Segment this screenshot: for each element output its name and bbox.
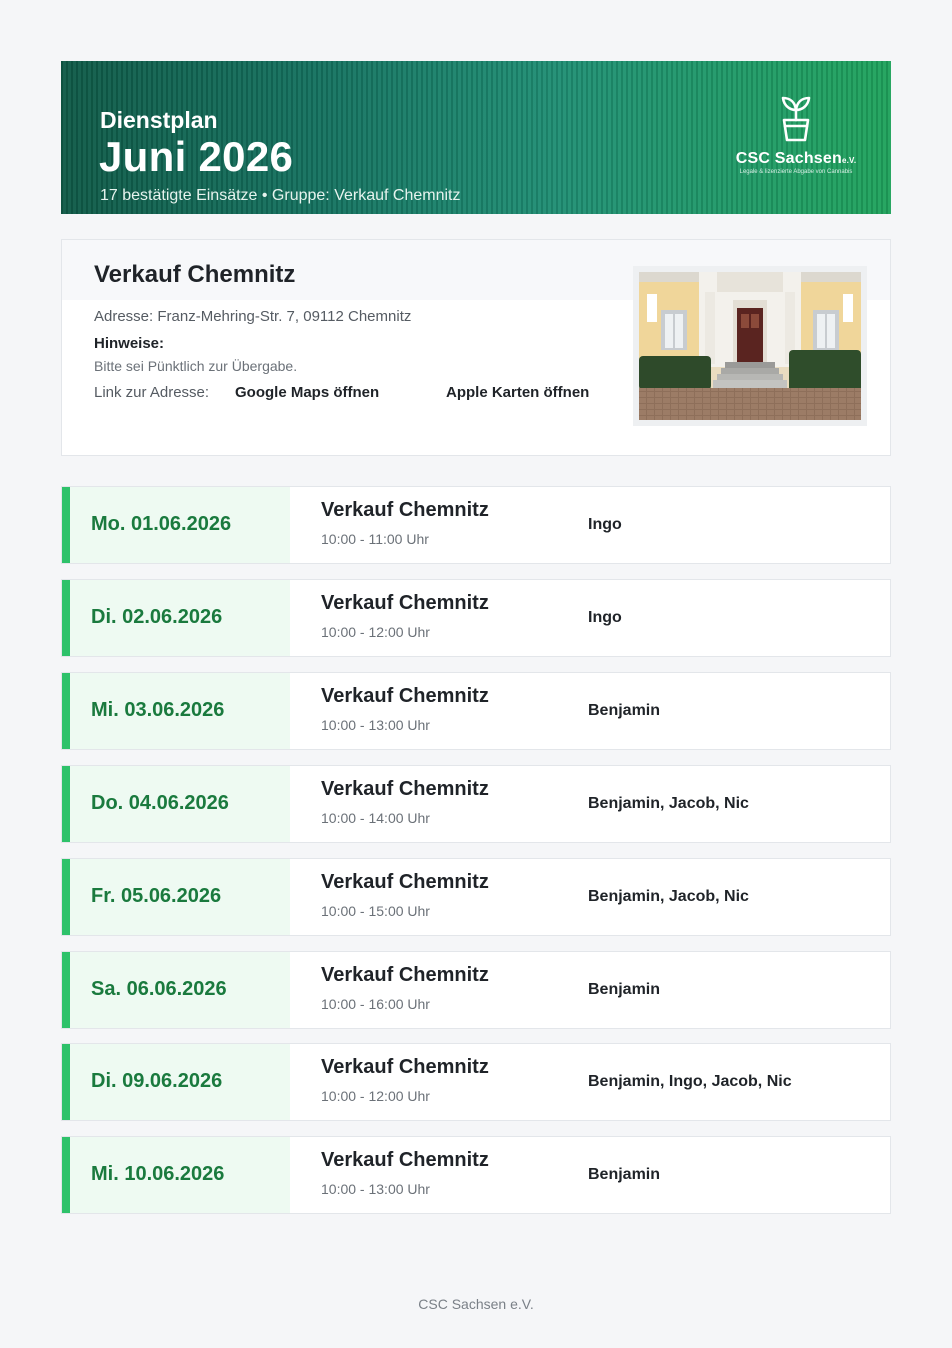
header-banner (61, 61, 891, 214)
shift-people: Benjamin (588, 1166, 661, 1183)
shift-date: Di. 09.06.2026 (91, 1070, 223, 1092)
shift-date: Do. 04.06.2026 (91, 792, 229, 814)
shift-time: 10:00 - 13:00 Uhr (321, 717, 430, 733)
page-title: Juni 2026 (99, 133, 294, 180)
shift-people: Benjamin (588, 702, 661, 719)
building-entrance-image (639, 272, 861, 420)
shift-row (61, 672, 891, 750)
shift-date-cell (62, 1044, 290, 1120)
shift-row (61, 579, 891, 657)
location-card (61, 239, 891, 456)
shift-row (61, 486, 891, 564)
shift-row (61, 951, 891, 1029)
shift-location: Verkauf Chemnitz (321, 1056, 489, 1078)
shift-time: 10:00 - 11:00 Uhr (321, 531, 429, 547)
shift-date: Fr. 05.06.2026 (91, 885, 222, 907)
shift-location: Verkauf Chemnitz (321, 1149, 489, 1171)
logo-tagline: Legale & lizenzierte Abgabe von Cannabis (739, 169, 853, 175)
shift-time: 10:00 - 12:00 Uhr (321, 1088, 430, 1104)
google-maps-link[interactable]: Google Maps öffnen (235, 384, 380, 401)
shift-date-cell (62, 766, 290, 842)
footer-text: CSC Sachsen e.V. (418, 1296, 534, 1312)
shift-date-cell (62, 580, 290, 656)
plant-pot-icon (776, 94, 816, 144)
shift-location: Verkauf Chemnitz (321, 871, 489, 893)
shift-date: Mi. 10.06.2026 (91, 1163, 225, 1185)
shift-date: Mo. 01.06.2026 (91, 513, 232, 535)
shift-location: Verkauf Chemnitz (321, 964, 489, 986)
shift-people: Ingo (588, 609, 622, 626)
shift-date: Mi. 03.06.2026 (91, 699, 225, 721)
shift-time: 10:00 - 15:00 Uhr (321, 903, 430, 919)
shift-time: 10:00 - 13:00 Uhr (321, 1181, 430, 1197)
header-pretitle: Dienstplan (100, 107, 218, 133)
notes-heading: Hinweise: (94, 335, 165, 352)
location-name: Verkauf Chemnitz (94, 261, 296, 288)
shift-date-cell (62, 673, 290, 749)
location-photo (633, 266, 867, 426)
shift-location: Verkauf Chemnitz (321, 499, 489, 521)
logo-brand: CSC Sachsene.V. (735, 150, 857, 167)
shift-date-cell (62, 859, 290, 935)
shift-people: Benjamin, Jacob, Nic (588, 795, 749, 812)
shift-people: Ingo (588, 516, 622, 533)
shift-row (61, 858, 891, 936)
shift-date-cell (62, 1137, 290, 1213)
shift-people: Benjamin, Ingo, Jacob, Nic (588, 1073, 792, 1090)
shift-time: 10:00 - 16:00 Uhr (321, 996, 430, 1012)
apple-maps-link[interactable]: Apple Karten öffnen (446, 384, 590, 401)
shift-time: 10:00 - 14:00 Uhr (321, 810, 430, 826)
shift-row (61, 765, 891, 843)
link-label: Link zur Adresse: (94, 384, 210, 401)
shift-time: 10:00 - 12:00 Uhr (321, 624, 430, 640)
shift-row (61, 1043, 891, 1121)
shift-people: Benjamin (588, 981, 661, 998)
shift-people: Benjamin, Jacob, Nic (588, 888, 749, 905)
shift-date: Sa. 06.06.2026 (91, 978, 227, 1000)
shift-row (61, 1136, 891, 1214)
shift-location: Verkauf Chemnitz (321, 592, 489, 614)
location-address: Adresse: Franz-Mehring-Str. 7, 09112 Chemnitz (94, 308, 412, 325)
brand-logo (727, 94, 865, 184)
shift-date: Di. 02.06.2026 (91, 606, 223, 628)
notes-text: Bitte sei Pünktlich zur Übergabe. (94, 358, 298, 374)
shift-date-cell (62, 487, 290, 563)
shift-date-cell (62, 952, 290, 1028)
shift-location: Verkauf Chemnitz (321, 685, 489, 707)
header-subtitle: 17 bestätigte Einsätze • Gruppe: Verkauf Chemnitz (100, 187, 461, 204)
shift-location: Verkauf Chemnitz (321, 778, 489, 800)
